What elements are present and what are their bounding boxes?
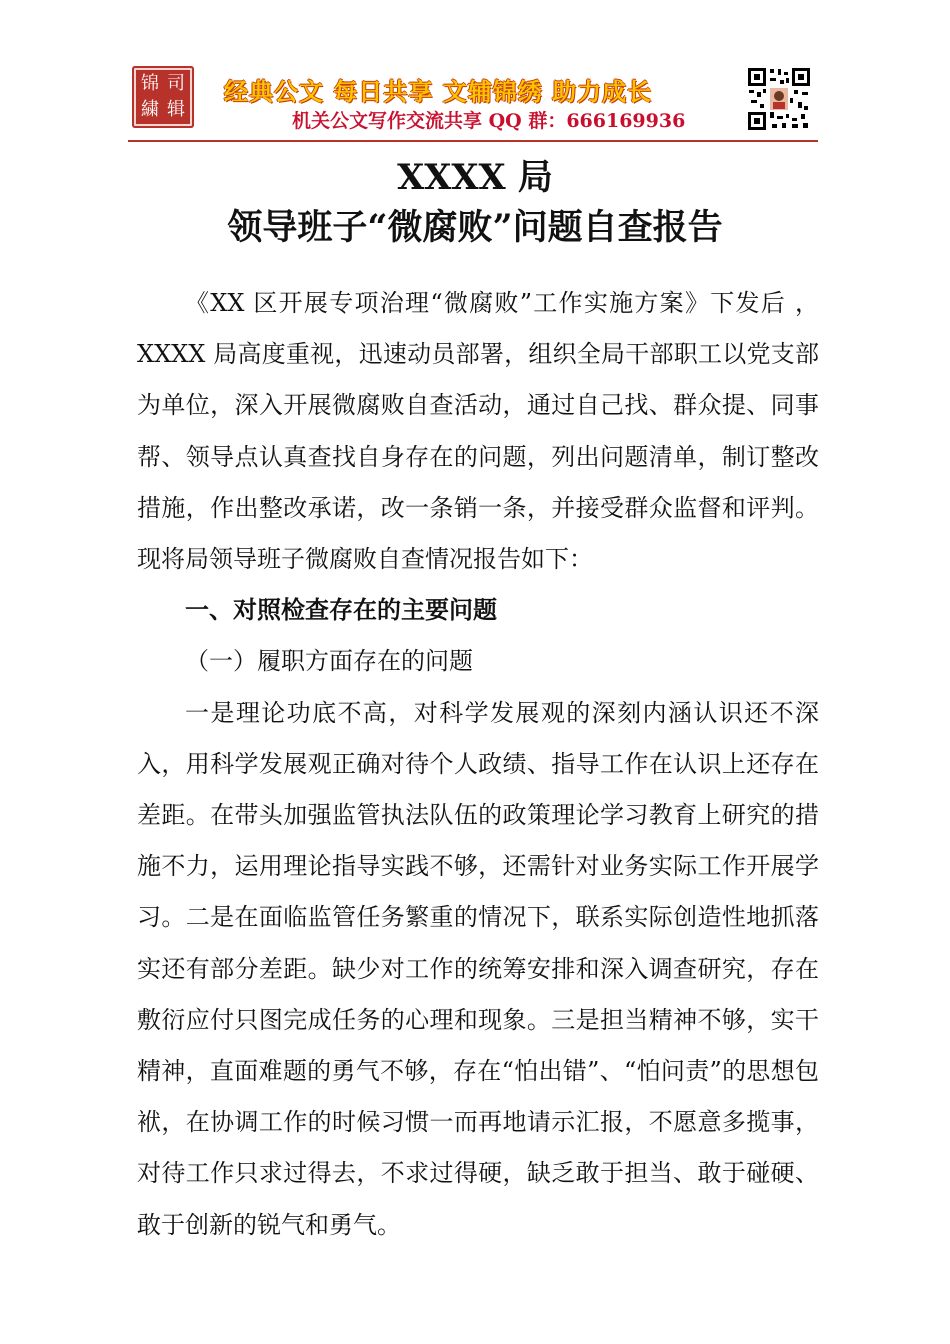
body-paragraph: 一是理论功底不高，对科学发展观的深刻内涵认识还不深入，用科学发展观正确对待个人政绩、指导工作在认识上还存在差距。在带头加强监管执法队伍的政策理论学习教育上研究的措施不力，运用理论指导实践不够，还需针对业务实际工作开展学习。二是在面临监管任务繁重的情况下，联系实际创造性地抓落实还有部分差距。缺少对工作的统筹安排和深入调查研究，存在敷衍应付只图完成任务的心理和现象。三是担当精神不够，实干精神，直面难题的勇气不够，存在“怕出错”、“怕问责”的思想包袱，在协调工作的时候习惯一而再地请示汇报，不愿意多揽事，对待工作只求过得去，不求过得硬，缺乏敢于担当、敢于碰硬、敢于创新的锐气和勇气。	[137, 698, 819, 1239]
seal-logo	[132, 66, 194, 128]
header-slogan: 经典公文 每日共享 文辅锦绣 助力成长	[224, 78, 653, 106]
seal-char: 繍	[141, 99, 159, 120]
document-title-line1: XXXX 局	[397, 157, 553, 198]
qq-group-line: 机关公文写作交流共享 QQ 群：666169936	[292, 110, 686, 132]
header-divider	[128, 140, 818, 142]
seal-char: 锦	[141, 73, 159, 94]
section-heading: 一、对照检查存在的主要问题	[185, 596, 497, 625]
seal-char: 司	[167, 73, 185, 94]
intro-paragraph: 《XX 区开展专项治理“微腐败”工作实施方案》下发后 ，XXXX 局高度重视，迅速动员部署，组织全局干部职工以党支部为单位，深入开展微腐败自查活动，通过自己找、群众提、同事帮、领导点认真查找自身存在的问题，列出问题清单，制订整改措施，作出整改承诺，改一条销一条，并接受群众监督和评判。现将局领导班子微腐败自查情况报告如下：	[137, 289, 819, 574]
document-body	[137, 278, 819, 1251]
page-header	[128, 62, 818, 140]
seal-char: 辑	[167, 99, 185, 120]
qr-code-icon	[746, 66, 812, 132]
subsection-heading: （一）履职方面存在的问题	[185, 647, 473, 676]
document-title-line2: 领导班子“微腐败”问题自查报告	[227, 207, 723, 248]
